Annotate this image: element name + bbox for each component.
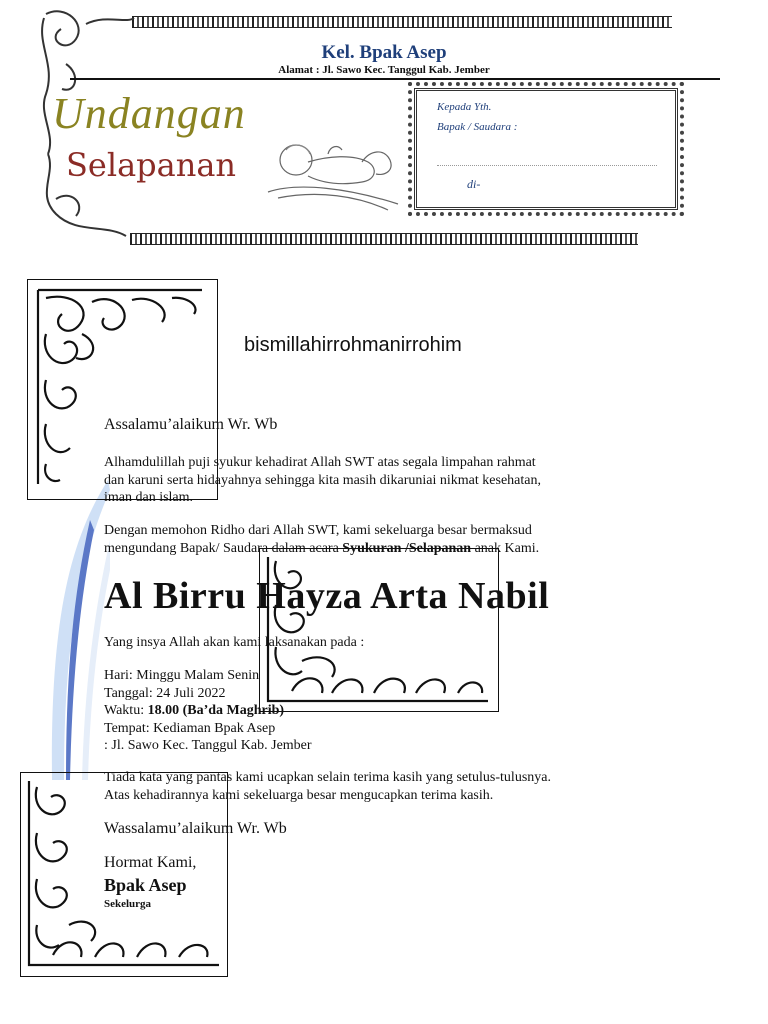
praise-line-3: iman dan islam. [104, 490, 194, 505]
event-details [104, 667, 312, 755]
praise-line-2: dan karuni serta hidayahnya sehingga kita masih dikaruniai nikmat kesehatan, [104, 472, 541, 488]
invitation-text-c: anak Kami. [471, 540, 540, 556]
corner-ornament-bottom-left [23, 775, 223, 971]
header-bottom-border [130, 233, 638, 245]
recipient-to: Kepada Yth. [437, 101, 492, 113]
paragraph-invitation [104, 522, 539, 557]
event-name: Syukuran /Selapanan [342, 540, 472, 556]
farewell: Wassalamu’alaikum Wr. Wb [104, 820, 287, 837]
closing-paragraph [104, 769, 551, 804]
bismillah-text: bismillahirrohmanirrohim [244, 334, 462, 356]
paragraph-praise [104, 454, 541, 507]
signer-subtitle: Sekelurga [104, 898, 152, 910]
title-undangan: Undangan [52, 89, 246, 138]
recipient-salutation: Bapak / Saudara : [437, 121, 518, 133]
event-date: Tanggal: 24 Juli 2022 [104, 685, 226, 701]
event-place-address: : Jl. Sawo Kec. Tanggul Kab. Jember [104, 738, 312, 753]
greeting: Assalamu’alaikum Wr. Wb [104, 416, 278, 433]
event-intro: Yang insya Allah akan kami laksanakan pada : [104, 635, 365, 650]
title-selapanan: Selapanan [66, 146, 237, 184]
closing-line-1: Tiada kata yang pantas kami ucapkan selain terima kasih yang setulus-tulusnya. [104, 770, 551, 785]
family-name: Kel. Bpak Asep [321, 42, 447, 63]
baby-name: Al Birru Hayza Arta Nabil [104, 575, 550, 617]
regards: Hormat Kami, [104, 854, 197, 871]
praise-line-1: Alhamdulillah puji syukur kehadirat Allah SWT atas segala limpahan rahmat [104, 455, 536, 470]
invitation-line-2 [104, 540, 539, 558]
closing-line-2: Atas kehadirannya kami sekeluarga besar mengucapkan terima kasih. [104, 787, 494, 803]
header-top-border [132, 16, 672, 28]
recipient-name-line[interactable] [437, 165, 657, 166]
event-place: Tempat: Kediaman Bpak Asep [104, 720, 276, 736]
recipient-location: di- [467, 177, 481, 191]
header-divider [70, 78, 720, 80]
event-time [104, 702, 312, 720]
recipient-box [414, 88, 678, 210]
event-time-value: 18.00 (Ba’da Maghrib) [147, 703, 285, 718]
blue-wave-decoration [30, 480, 110, 780]
invitation-line-1: Dengan memohon Ridho dari Allah SWT, kami sekeluarga besar bermaksud [104, 523, 532, 538]
baby-illustration [258, 132, 403, 212]
event-day: Hari: Minggu Malam Senin [104, 668, 260, 683]
invitation-text-a: mengundang Bapak/ Saudara dalam acara [104, 540, 343, 556]
event-time-label: Waktu: [104, 703, 148, 718]
family-address: Alamat : Jl. Sawo Kec. Tanggul Kab. Jember [278, 64, 490, 76]
signer-name: Bpak Asep [104, 875, 187, 895]
